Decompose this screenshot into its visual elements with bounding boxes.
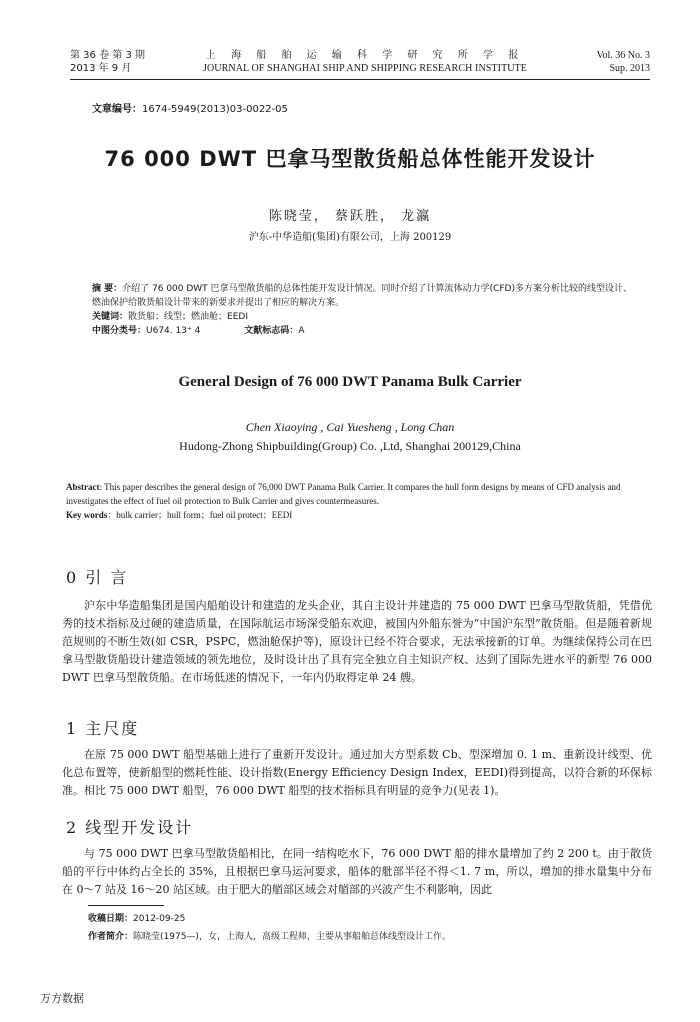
keywords-en — [66, 508, 650, 522]
section-heading-hull-form: 2 线型开发设计 — [66, 818, 194, 837]
doc-code-value: A — [298, 326, 305, 336]
keywords-cn-text: 散货船；线型；燃油舱；EEDI — [128, 312, 248, 322]
journal-name-en: JOURNAL OF SHANGHAI SHIP AND SHIPPING RESEARCH INSTITUTE — [202, 63, 528, 74]
volume-issue-en: Vol. 36 No. 3 — [596, 50, 650, 61]
clc-value: U674. 13⁺ 4 — [146, 326, 201, 336]
classification-line — [92, 324, 632, 338]
keywords-en-label: Key words — [66, 510, 108, 520]
received-date — [88, 910, 451, 928]
article-number-value: 1674-5949(2013)03-0022-05 — [142, 104, 288, 115]
abstract-en-text: : This paper describes the general design of 76,000 DWT Panama Bulk Carrier. It compares the hull form designs by means of CFD analysis and investigates the effect of fuel oil protection to Bulk Carrier and gives countermeasures. — [66, 482, 621, 506]
journal-name — [175, 49, 555, 75]
author-bio — [88, 928, 451, 946]
keywords-cn — [92, 310, 632, 324]
header-volume-en — [597, 49, 650, 75]
abstract-en-body — [66, 480, 650, 508]
article-number — [92, 100, 288, 115]
abstract-cn-text: 介绍了 76 000 DWT 巴拿马型散货船的总体性能开发设计情况。同时介绍了计算流体动力学(CFD)多方案分析比较的线型设计、燃油保护给散货船设计带来的新要求并提出了相应的解决方案。 — [92, 284, 632, 308]
clc-label: 中图分类号： — [92, 326, 147, 336]
section-heading-main-dimensions: 1 主尺度 — [66, 719, 140, 738]
abstract-en-label: Abstract — [66, 482, 100, 492]
volume-issue-cn: 第 36 卷 第 3 期 — [70, 50, 145, 61]
abstract-en — [66, 480, 650, 522]
keywords-cn-label: 关键词： — [92, 312, 129, 322]
journal-name-cn: 上 海 船 舶 运 输 科 学 研 究 所 学 报 — [205, 50, 525, 61]
supplement-en: Sup. 2013 — [609, 63, 650, 74]
authors-cn: 陈晓莹， 蔡跃胜， 龙瀛 — [268, 209, 432, 224]
authors-en: Chen Xiaoying , Cai Yuesheng , Long Chan — [245, 420, 455, 434]
abstract-cn-body — [92, 282, 632, 310]
title-cn: 76 000 DWT 巴拿马型散货船总体性能开发设计 — [104, 147, 596, 171]
received-label: 收稿日期： — [88, 914, 134, 924]
article-number-label: 文章编号： — [92, 104, 142, 115]
keywords-en-text: ：bulk carrier；hull form；fuel oil protect；EEDI — [107, 510, 293, 520]
affiliation-en: Hudong-Zhong Shipbuilding(Group) Co. ,Ltd, Shanghai 200129,China — [179, 439, 521, 453]
footnote-rule — [88, 905, 164, 906]
section-paragraph: 与 75 000 DWT 巴拿马型散货船相比，在同一结构吃水下，76 000 DWT 船的排水量增加了约 2 200 t。由于散货船的平行中体约占全长的 35%，且根据巴拿马运河要求，船体的舭部半径不得＜1. 7 m，所以，增加的排水量集中分布在 0～7 站及 16～20 站区域。由于肥大的艏部区域会对艏部的兴波产生不利影响，因此 — [62, 847, 652, 896]
watermark: 万方数据 — [40, 992, 84, 1005]
doc-code-label: 文献标志码： — [244, 326, 299, 336]
abstract-cn — [92, 282, 632, 338]
received-value: 2012-09-25 — [133, 914, 186, 924]
affiliation-cn: 沪东-中华造船(集团)有限公司，上海 200129 — [248, 232, 452, 243]
footnotes — [88, 910, 451, 946]
abstract-cn-label: 摘 要： — [92, 284, 123, 294]
header-rule — [70, 79, 650, 80]
date-cn: 2013 年 9 月 — [70, 63, 132, 74]
header-volume-cn — [70, 49, 145, 75]
title-en: General Design of 76 000 DWT Panama Bulk Carrier — [178, 374, 522, 390]
author-bio-label: 作者简介： — [88, 932, 134, 942]
section-paragraph: 沪东中华造船集团是国内船舶设计和建造的龙头企业，其自主设计并建造的 75 000 DWT 巴拿马型散货船，凭借优秀的技术指标及过硬的建造质量，在国际航运市场深受船东欢迎，被国内外船东誉为“中国沪东型”散货船。但是随着新规范规则的不断生效(如 CSR，PSPC，燃油舱保护等)，原设计已经不符合要求，无法承接新的订单。为继续保持公司在巴拿马型散货船设计建造领域的领先地位，及时设计出了具有完全独立自主知识产权、达到了国际先进水平的新型 76 000 DWT 巴拿马型散货船。在市场低迷的情况下，一年内仍取得定单 24 艘。 — [62, 599, 652, 684]
section-paragraph: 在原 75 000 DWT 船型基础上进行了重新开发设计。通过加大方型系数 Cb、型深增加 0. 1 m、重新设计线型、优化总布置等，使新船型的燃耗性能、设计指数(Energy Efficiency Design Index，EEDI)得到提高，以符合新的环保标准。相比 75 000 DWT 船型，76 000 DWT 船型的技术指标具有明显的竞争力(见表 1)。 — [62, 748, 652, 797]
section-heading-introduction: 0 引 言 — [66, 568, 129, 587]
author-bio-text: 陈晓莹(1975—)，女，上海人，高级工程师，主要从事船舶总体线型设计工作。 — [133, 932, 451, 942]
